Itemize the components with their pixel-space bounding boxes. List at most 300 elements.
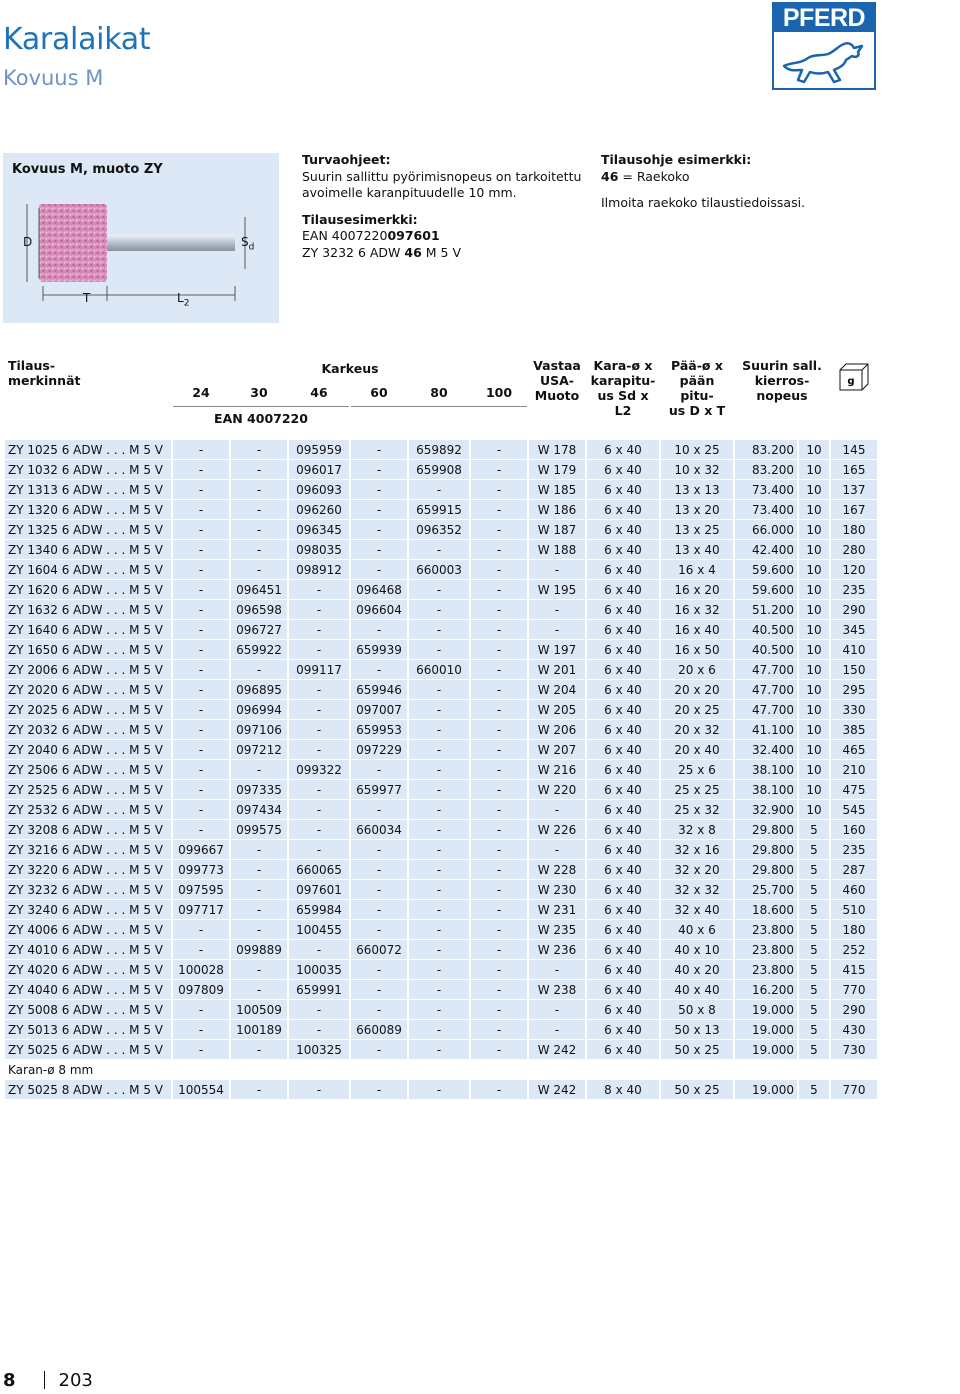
table-cell: - <box>471 860 527 879</box>
table-cell: 097601 <box>289 880 349 899</box>
table-cell: 47.700 <box>735 660 797 679</box>
table-row <box>5 520 877 539</box>
table-cell: 659939 <box>351 640 407 659</box>
table-cell: - <box>231 960 287 979</box>
table-cell: 100325 <box>289 1040 349 1059</box>
table-cell: - <box>529 840 585 859</box>
table-cell: 23.800 <box>735 940 797 959</box>
table-cell: - <box>351 660 407 679</box>
table-cell: 25 x 25 <box>661 780 733 799</box>
table-cell: - <box>409 640 469 659</box>
table-body-8mm <box>5 1080 877 1099</box>
table-cell: - <box>173 640 229 659</box>
table-cell: W 228 <box>529 860 585 879</box>
table-cell: 6 x 40 <box>587 600 659 619</box>
table-cell: - <box>351 500 407 519</box>
table-cell: 13 x 40 <box>661 540 733 559</box>
table-row <box>5 720 877 739</box>
table-cell: 5 <box>799 900 829 919</box>
table-cell: 59.600 <box>735 580 797 599</box>
col-grit-30: 30 <box>250 384 268 400</box>
table-cell: 73.400 <box>735 480 797 499</box>
table-cell: 460 <box>831 880 877 899</box>
col-usa: Vastaa USA- Muoto <box>533 358 581 403</box>
table-cell: - <box>409 980 469 999</box>
table-cell: - <box>471 500 527 519</box>
table-cell: - <box>289 700 349 719</box>
table-cell: ZY 1325 6 ADW . . . M 5 V <box>5 520 171 539</box>
table-cell: ZY 1632 6 ADW . . . M 5 V <box>5 600 171 619</box>
table-cell: 29.800 <box>735 820 797 839</box>
table-cell: 100035 <box>289 960 349 979</box>
table-cell: W 206 <box>529 720 585 739</box>
table-cell: 097335 <box>231 780 287 799</box>
table-cell: 659922 <box>231 640 287 659</box>
table-cell: 5 <box>799 1080 829 1099</box>
table-cell: - <box>471 980 527 999</box>
table-cell: - <box>471 680 527 699</box>
table-cell: - <box>173 520 229 539</box>
table-cell: 659915 <box>409 500 469 519</box>
table-cell: - <box>173 1020 229 1039</box>
table-cell: - <box>231 540 287 559</box>
table-cell: - <box>471 1040 527 1059</box>
table-cell: - <box>471 540 527 559</box>
table-cell: - <box>471 520 527 539</box>
table-cell: 6 x 40 <box>587 780 659 799</box>
table-cell: - <box>289 620 349 639</box>
table-cell: W 216 <box>529 760 585 779</box>
table-cell: - <box>231 760 287 779</box>
table-cell: 13 x 25 <box>661 520 733 539</box>
table-cell: 659977 <box>351 780 407 799</box>
table-cell: W 197 <box>529 640 585 659</box>
table-cell: - <box>471 1080 527 1099</box>
table-cell: 10 <box>799 700 829 719</box>
table-cell: - <box>351 900 407 919</box>
table-cell: 165 <box>831 460 877 479</box>
table-cell: 097007 <box>351 700 407 719</box>
table-cell: 6 x 40 <box>587 500 659 519</box>
table-cell: 770 <box>831 980 877 999</box>
table-row <box>5 820 877 839</box>
table-cell: W 226 <box>529 820 585 839</box>
table-body <box>5 440 877 1059</box>
table-cell: 465 <box>831 740 877 759</box>
horse-icon <box>778 36 870 86</box>
section-note: Karan-ø 8 mm <box>8 1062 94 1077</box>
table-cell: 100028 <box>173 960 229 979</box>
table-cell: - <box>409 600 469 619</box>
table-cell: 097212 <box>231 740 287 759</box>
table-cell: - <box>351 560 407 579</box>
table-cell: ZY 2532 6 ADW . . . M 5 V <box>5 800 171 819</box>
table-cell: - <box>289 1080 349 1099</box>
table-cell: 099773 <box>173 860 229 879</box>
table-cell: - <box>409 480 469 499</box>
table-cell: 6 x 40 <box>587 640 659 659</box>
table-cell: - <box>231 920 287 939</box>
table-cell: - <box>351 1080 407 1099</box>
table-cell: 8 x 40 <box>587 1080 659 1099</box>
table-cell: 10 <box>799 800 829 819</box>
table-cell: 18.600 <box>735 900 797 919</box>
table-cell: - <box>173 620 229 639</box>
table-cell: - <box>231 1080 287 1099</box>
table-row <box>5 700 877 719</box>
table-cell: 25 x 6 <box>661 760 733 779</box>
table-cell: 40.500 <box>735 640 797 659</box>
table-cell: 51.200 <box>735 600 797 619</box>
table-row <box>5 620 877 639</box>
table-cell: - <box>351 860 407 879</box>
table-cell: 6 x 40 <box>587 660 659 679</box>
table-cell: 10 x 25 <box>661 440 733 459</box>
table-cell: 10 <box>799 580 829 599</box>
table-cell: 099117 <box>289 660 349 679</box>
table-row <box>5 660 877 679</box>
table-cell: 10 <box>799 640 829 659</box>
table-cell: - <box>409 580 469 599</box>
table-cell: ZY 2040 6 ADW . . . M 5 V <box>5 740 171 759</box>
table-cell: 5 <box>799 980 829 999</box>
table-cell: ZY 1640 6 ADW . . . M 5 V <box>5 620 171 639</box>
table-cell: 235 <box>831 840 877 859</box>
table-cell: W 231 <box>529 900 585 919</box>
table-cell: 10 <box>799 720 829 739</box>
table-cell: W 185 <box>529 480 585 499</box>
table-cell: 290 <box>831 1000 877 1019</box>
table-row <box>5 960 877 979</box>
svg-text:g: g <box>847 376 855 387</box>
table-cell: - <box>289 1000 349 1019</box>
table-cell: - <box>289 680 349 699</box>
table-cell: 10 <box>799 540 829 559</box>
table-cell: - <box>173 480 229 499</box>
table-cell: 6 x 40 <box>587 700 659 719</box>
table-cell: ZY 2506 6 ADW . . . M 5 V <box>5 760 171 779</box>
table-cell: - <box>409 720 469 739</box>
table-cell: - <box>409 880 469 899</box>
page-number: 203 <box>58 1370 93 1391</box>
table-cell: - <box>409 800 469 819</box>
table-row <box>5 460 877 479</box>
table-cell: ZY 5013 6 ADW . . . M 5 V <box>5 1020 171 1039</box>
table-cell: 73.400 <box>735 500 797 519</box>
table-row <box>5 480 877 499</box>
panel-title: Kovuus M, muoto ZY <box>12 162 163 177</box>
table-cell: 40.500 <box>735 620 797 639</box>
table-row <box>5 880 877 899</box>
col-grit-24: 24 <box>192 384 210 400</box>
table-cell: ZY 5025 8 ADW . . . M 5 V <box>5 1080 171 1099</box>
table-cell: - <box>529 800 585 819</box>
table-cell: - <box>173 440 229 459</box>
table-cell: - <box>289 600 349 619</box>
table-cell: W 187 <box>529 520 585 539</box>
table-cell: - <box>409 1080 469 1099</box>
table-row <box>5 440 877 459</box>
table-cell: ZY 1650 6 ADW . . . M 5 V <box>5 640 171 659</box>
table-cell: 6 x 40 <box>587 440 659 459</box>
table-row <box>5 640 877 659</box>
table-cell: 20 x 32 <box>661 720 733 739</box>
table-cell: - <box>471 600 527 619</box>
page-subtitle: Kovuus M <box>3 66 104 90</box>
table-row <box>5 920 877 939</box>
col-shank: Kara-ø x karapitu- us Sd x L2 <box>590 358 656 418</box>
table-cell: - <box>529 960 585 979</box>
chapter-number: 8 <box>3 1370 16 1391</box>
table-cell: 430 <box>831 1020 877 1039</box>
table-cell: - <box>231 440 287 459</box>
table-cell: - <box>173 660 229 679</box>
table-cell: - <box>173 460 229 479</box>
table-cell: 096598 <box>231 600 287 619</box>
table-cell: 252 <box>831 940 877 959</box>
table-cell: W 178 <box>529 440 585 459</box>
table-cell: - <box>529 600 585 619</box>
table-cell: 5 <box>799 860 829 879</box>
table-cell: - <box>409 820 469 839</box>
table-cell: - <box>351 1040 407 1059</box>
table-cell: 098912 <box>289 560 349 579</box>
table-cell: - <box>289 940 349 959</box>
table-cell: - <box>173 800 229 819</box>
safety-text-2: avoimelle karanpituudelle 10 mm. <box>302 185 517 200</box>
table-cell: 510 <box>831 900 877 919</box>
col-grit-46: 46 <box>310 384 328 400</box>
table-cell: - <box>289 580 349 599</box>
table-cell: - <box>231 1040 287 1059</box>
page-footer <box>3 1370 93 1391</box>
table-cell: - <box>529 620 585 639</box>
table-cell: 32 x 8 <box>661 820 733 839</box>
col-weight <box>831 358 877 430</box>
table-cell: 096260 <box>289 500 349 519</box>
table-cell: - <box>231 860 287 879</box>
table-cell: ZY 1032 6 ADW . . . M 5 V <box>5 460 171 479</box>
table-cell: 475 <box>831 780 877 799</box>
table-cell: 47.700 <box>735 680 797 699</box>
table-row <box>5 540 877 559</box>
table-cell: 659908 <box>409 460 469 479</box>
table-cell: 415 <box>831 960 877 979</box>
table-cell: 660034 <box>351 820 407 839</box>
table-cell: - <box>409 840 469 859</box>
table-cell: 6 x 40 <box>587 540 659 559</box>
table-cell: 16 x 50 <box>661 640 733 659</box>
table-cell: W 204 <box>529 680 585 699</box>
table-cell: 770 <box>831 1080 877 1099</box>
table-cell: - <box>173 720 229 739</box>
table-cell: W 238 <box>529 980 585 999</box>
table-cell: 099575 <box>231 820 287 839</box>
table-cell: 38.100 <box>735 760 797 779</box>
table-cell: ZY 2020 6 ADW . . . M 5 V <box>5 680 171 699</box>
table-cell: ZY 2025 6 ADW . . . M 5 V <box>5 700 171 719</box>
table-cell: 20 x 25 <box>661 700 733 719</box>
table-cell: - <box>289 1020 349 1039</box>
table-cell: W 207 <box>529 740 585 759</box>
table-cell: 098035 <box>289 540 349 559</box>
table-cell: 20 x 6 <box>661 660 733 679</box>
table-cell: - <box>409 540 469 559</box>
table-cell: - <box>471 560 527 579</box>
table-cell: - <box>173 580 229 599</box>
table-cell: 660010 <box>409 660 469 679</box>
table-cell: 5 <box>799 840 829 859</box>
table-cell: 659892 <box>409 440 469 459</box>
table-row <box>5 560 877 579</box>
table-cell: 19.000 <box>735 1000 797 1019</box>
table-cell: - <box>409 1000 469 1019</box>
table-cell: 50 x 8 <box>661 1000 733 1019</box>
table-cell: 6 x 40 <box>587 580 659 599</box>
table-cell: 6 x 40 <box>587 800 659 819</box>
table-row <box>5 760 877 779</box>
table-row <box>5 940 877 959</box>
table-cell: 730 <box>831 1040 877 1059</box>
table-cell: 6 x 40 <box>587 680 659 699</box>
table-cell: - <box>471 800 527 819</box>
table-row <box>5 840 877 859</box>
table-cell: - <box>173 500 229 519</box>
table-cell: - <box>173 600 229 619</box>
product-image-panel <box>3 153 279 323</box>
table-cell: 20 x 40 <box>661 740 733 759</box>
table-cell: 19.000 <box>735 1040 797 1059</box>
table-cell: 096604 <box>351 600 407 619</box>
table-cell: - <box>471 940 527 959</box>
table-cell: W 186 <box>529 500 585 519</box>
table-cell: 6 x 40 <box>587 840 659 859</box>
order-info-line: 46 = Raekoko <box>601 168 690 184</box>
table-cell: - <box>231 880 287 899</box>
table-cell: 097717 <box>173 900 229 919</box>
table-cell: 32 x 40 <box>661 900 733 919</box>
table-cell: 6 x 40 <box>587 920 659 939</box>
col-grit: Karkeus <box>321 360 379 376</box>
table-cell: 5 <box>799 940 829 959</box>
table-cell: 59.600 <box>735 560 797 579</box>
table-cell: 83.200 <box>735 440 797 459</box>
table-cell: W 201 <box>529 660 585 679</box>
table-cell: 10 x 32 <box>661 460 733 479</box>
table-cell: 50 x 13 <box>661 1020 733 1039</box>
table-cell: 410 <box>831 640 877 659</box>
table-cell: ZY 4006 6 ADW . . . M 5 V <box>5 920 171 939</box>
table-cell: ZY 1025 6 ADW . . . M 5 V <box>5 440 171 459</box>
table-cell: 096017 <box>289 460 349 479</box>
table-cell: ZY 1313 6 ADW . . . M 5 V <box>5 480 171 499</box>
table-cell: 660089 <box>351 1020 407 1039</box>
table-cell: 100455 <box>289 920 349 939</box>
table-cell: 5 <box>799 1000 829 1019</box>
table-cell: 10 <box>799 660 829 679</box>
table-cell: - <box>289 800 349 819</box>
table-section-note <box>5 1060 877 1079</box>
table-cell: - <box>471 740 527 759</box>
table-cell: ZY 3240 6 ADW . . . M 5 V <box>5 900 171 919</box>
table-cell: 180 <box>831 920 877 939</box>
table-cell: - <box>471 960 527 979</box>
table-cell: 100189 <box>231 1020 287 1039</box>
table-cell: 095959 <box>289 440 349 459</box>
order-info-note: Ilmoita raekoko tilaustiedoissasi. <box>601 195 806 210</box>
table-cell: 13 x 20 <box>661 500 733 519</box>
table-cell: - <box>351 960 407 979</box>
table-cell: - <box>231 900 287 919</box>
table-cell: W 242 <box>529 1040 585 1059</box>
table-cell: 10 <box>799 680 829 699</box>
table-cell: - <box>173 740 229 759</box>
table-cell: - <box>173 680 229 699</box>
table-cell: 19.000 <box>735 1020 797 1039</box>
table-cell: - <box>409 760 469 779</box>
table-cell: 32.900 <box>735 800 797 819</box>
table-cell: - <box>173 700 229 719</box>
table-cell: 096994 <box>231 700 287 719</box>
table-cell: 10 <box>799 620 829 639</box>
table-cell: 10 <box>799 740 829 759</box>
table-cell: 29.800 <box>735 840 797 859</box>
table-cell: ZY 5025 6 ADW . . . M 5 V <box>5 1040 171 1059</box>
col-order-no: Tilaus- merkinnät <box>8 358 81 388</box>
table-cell: - <box>409 700 469 719</box>
table-cell: 38.100 <box>735 780 797 799</box>
table-cell: 32.400 <box>735 740 797 759</box>
table-cell: 290 <box>831 600 877 619</box>
table-cell: - <box>471 720 527 739</box>
table-cell: ZY 4040 6 ADW . . . M 5 V <box>5 980 171 999</box>
table-cell: 096468 <box>351 580 407 599</box>
table-cell: - <box>471 880 527 899</box>
table-cell: 10 <box>799 560 829 579</box>
table-row <box>5 1040 877 1059</box>
label-L2: $L_2$ <box>177 291 190 309</box>
table-cell: ZY 1604 6 ADW . . . M 5 V <box>5 560 171 579</box>
table-cell: - <box>173 760 229 779</box>
table-cell: - <box>409 680 469 699</box>
table-cell: - <box>231 840 287 859</box>
table-cell: 100509 <box>231 1000 287 1019</box>
table-cell: 10 <box>799 440 829 459</box>
table-cell: 097809 <box>173 980 229 999</box>
table-cell: 50 x 25 <box>661 1080 733 1099</box>
table-cell: 6 x 40 <box>587 1020 659 1039</box>
table-cell: W 179 <box>529 460 585 479</box>
col-grit-60: 60 <box>370 384 388 400</box>
table-cell: 23.800 <box>735 920 797 939</box>
col-grit-100: 100 <box>485 384 513 400</box>
table-cell: ZY 2525 6 ADW . . . M 5 V <box>5 780 171 799</box>
table-cell: W 195 <box>529 580 585 599</box>
table-cell: 23.800 <box>735 960 797 979</box>
table-cell: ZY 4020 6 ADW . . . M 5 V <box>5 960 171 979</box>
table-cell: 32 x 32 <box>661 880 733 899</box>
table-cell: 50 x 25 <box>661 1040 733 1059</box>
table-cell: - <box>471 620 527 639</box>
example-order: ZY 3232 6 ADW 46 M 5 V <box>302 244 462 260</box>
table-cell: 096727 <box>231 620 287 639</box>
table-cell: - <box>471 780 527 799</box>
table-cell: 10 <box>799 760 829 779</box>
table-cell: 40 x 20 <box>661 960 733 979</box>
table-cell: - <box>471 480 527 499</box>
table-cell: - <box>173 1000 229 1019</box>
table-cell: - <box>231 480 287 499</box>
